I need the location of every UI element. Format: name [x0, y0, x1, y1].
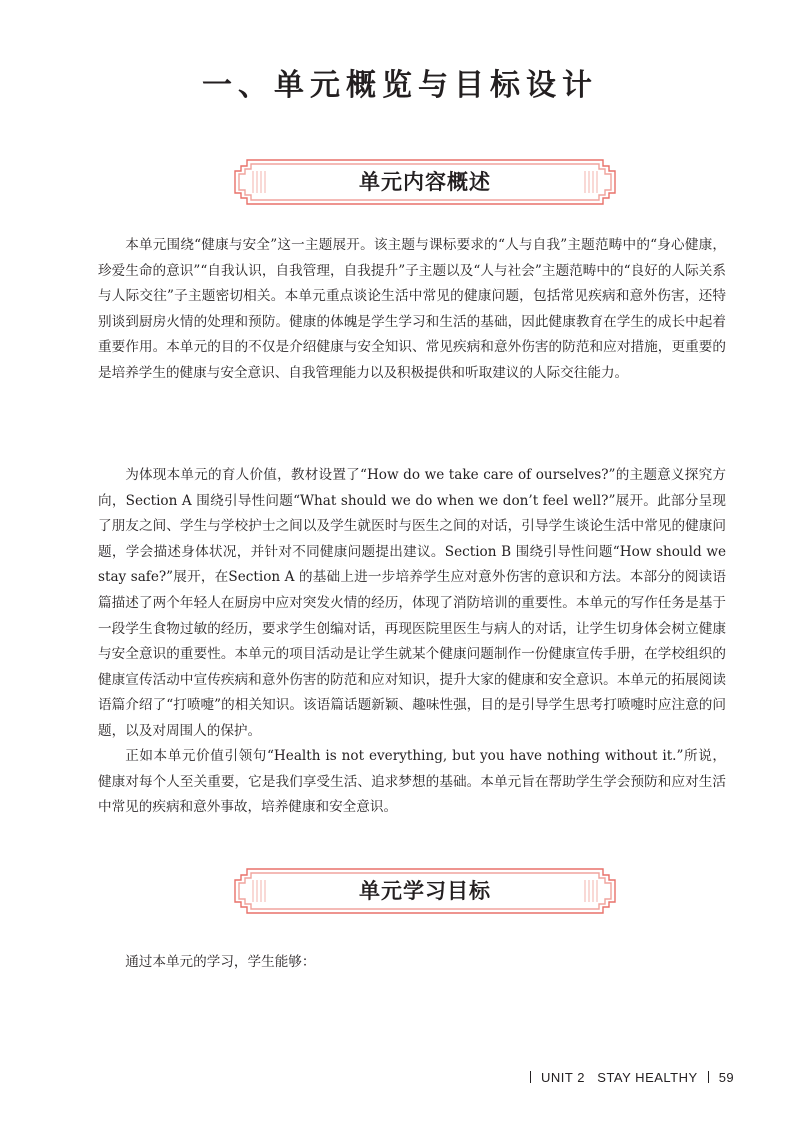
page-number: 59 — [718, 1070, 735, 1085]
page-footer — [520, 1070, 734, 1085]
section-banner-goals — [229, 866, 621, 916]
section-heading: 单元内容概述 — [359, 170, 491, 194]
section-banner-overview — [229, 157, 621, 207]
section-heading: 单元学习目标 — [359, 879, 491, 903]
footer-unit: UNIT 2 — [541, 1070, 585, 1085]
footer-unit-title: STAY HEALTHY — [597, 1070, 698, 1085]
paragraph: 本单元围绕“健康与安全”这一主题展开。该主题与课标要求的“人与自我”主题范畴中的“身心健康，珍爱生命的意识”“自我认识，自我管理，自我提升”子主题以及“人与社会”主题范畴中的“良好的人际关系与人际交往”子主题密切相关。本单元重点谈论生活中常见的健康问题，包括常见疾病和意外伤害，还特别谈到厨房火情的处理和预防。健康的体魄是学生学习和生活的基础，因此健康教育在学生的成长中起着重要作用。本单元的目的不仅是介绍健康与安全知识、常见疾病和意外伤害的防范和应对措施，更重要的是培养学生的健康与安全意识、自我管理能力以及积极提供和听取建议的人际交往能力。 — [98, 237, 726, 381]
paragraph: 为体现本单元的育人价值，教材设置了“How do we take care of ourselves?”的主题意义探究方向，Section A 围绕引导性问题“What should we do when we don’t feel well?”展开。此部分呈现了朋友之间、学生与学校护士之间以及学生就医时与医生之间的对话，引导学生谈论生活中常见的健康问题，学会描述身体状况，并针对不同健康问题提出建议。Section B 围绕引导性问题“How should we stay safe?”展开，在Section A 的基础上进一步培养学生应对意外伤害的意识和方法。本部分的阅读语篇描述了两个年轻人在厨房中应对突发火情的经历，体现了消防培训的重要性。本单元的写作任务是基于一段学生食物过敏的经历，要求学生创编对话，再现医院里医生与病人的对话，让学生切身体会树立健康与安全意识的重要性。本单元的项目活动是让学生就某个健康问题制作一份健康宣传手册，在学校组织的健康宣传活动中宣传疾病和意外伤害的防范和应对知识，提升大家的健康和安全意识。本单元的拓展阅读语篇介绍了“打喷嚏”的相关知识。该语篇话题新颖、趣味性强，目的是引导学生思考打喷嚏时应注意的问题，以及对周围人的保护。 — [98, 467, 726, 739]
paragraph: 正如本单元价值引领句“Health is not everything, but you have nothing without it.”所说，健康对每个人至关重要，它是我们享受生活、追求梦想的基础。本单元旨在帮助学生学会预防和应对生活中常见的疾病和意外事故，培养健康和安全意识。 — [98, 748, 726, 816]
page-title: 一、单元概览与目标设计 — [202, 68, 598, 103]
footer-divider — [708, 1071, 709, 1083]
footer-divider — [530, 1071, 531, 1083]
goals-intro: 通过本单元的学习，学生能够： — [125, 954, 316, 970]
